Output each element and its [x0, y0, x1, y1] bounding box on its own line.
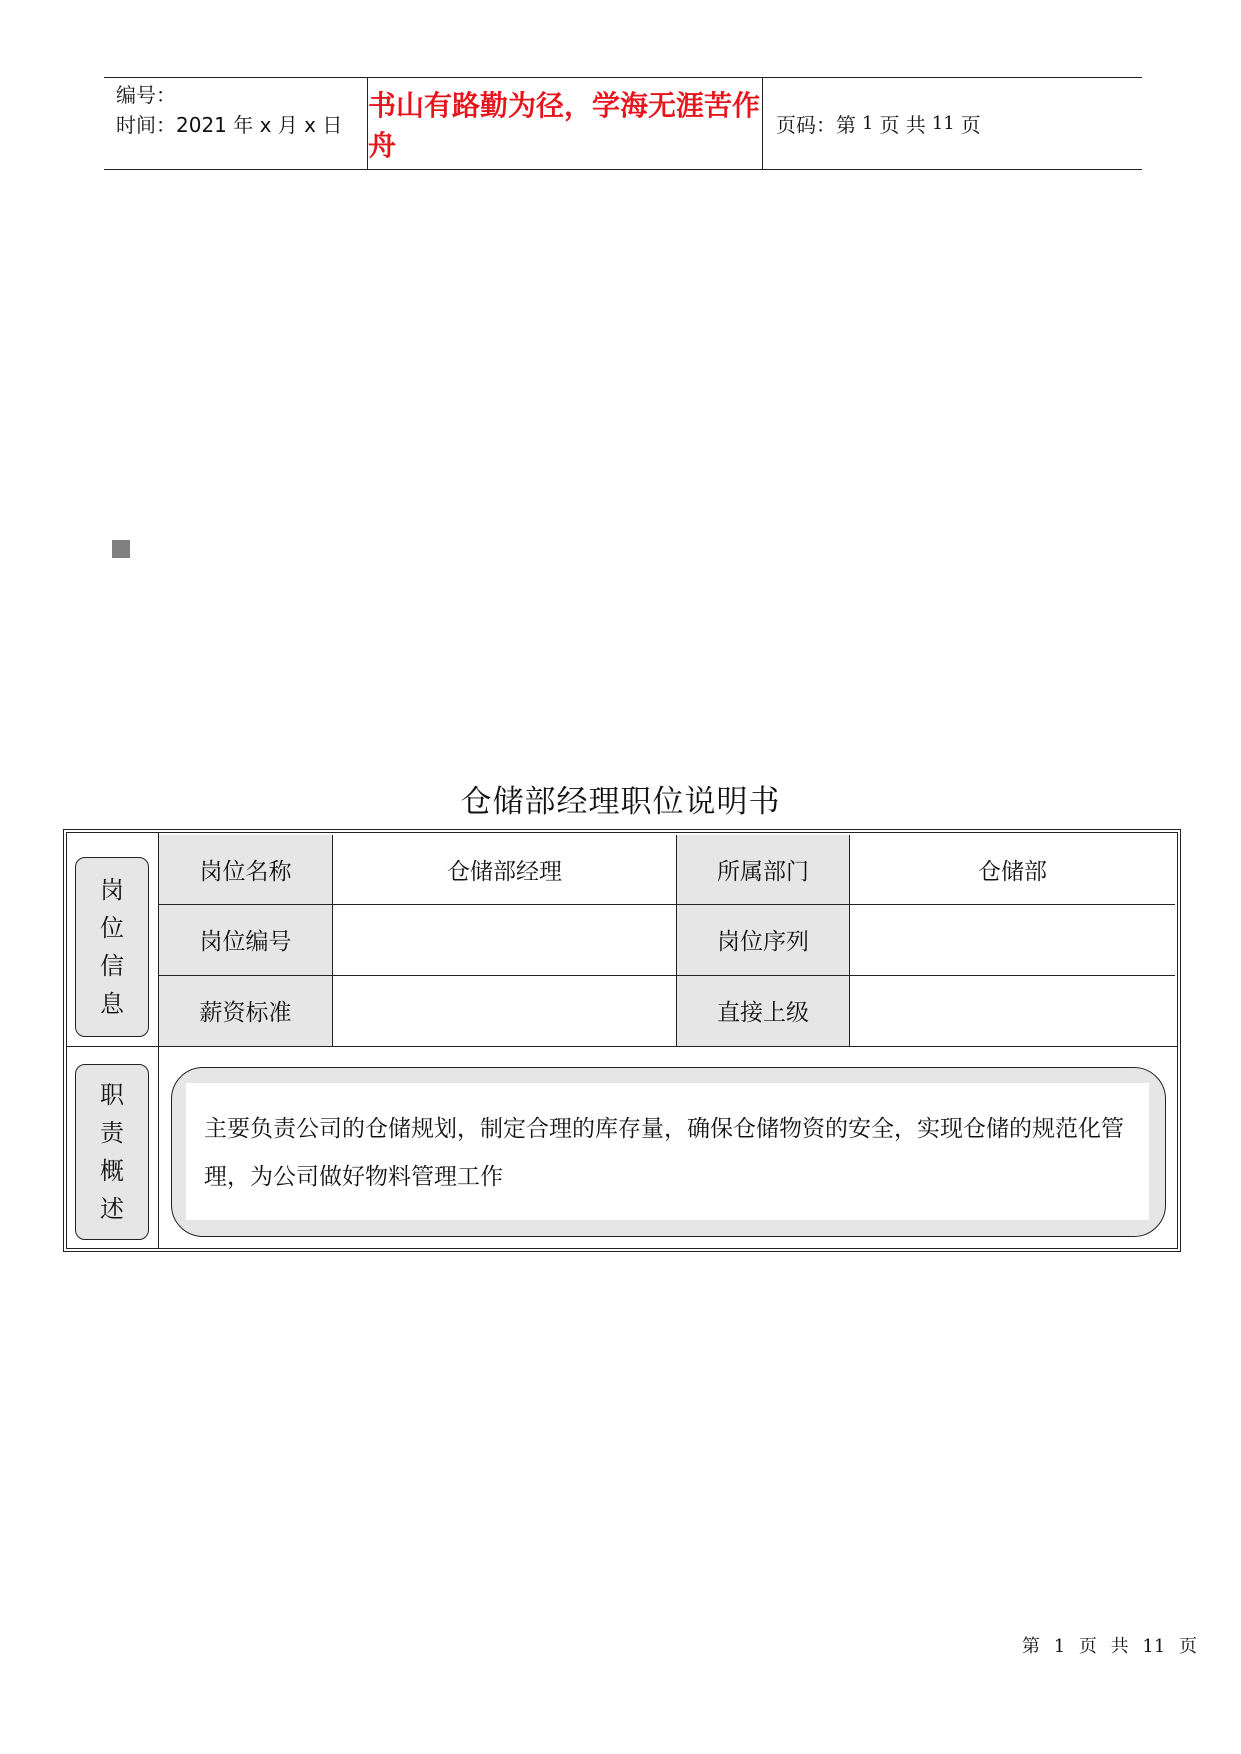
- section-label-char: 述: [100, 1195, 124, 1223]
- value-position-name: 仓储部经理: [333, 835, 677, 905]
- header-page-info: [764, 78, 1142, 169]
- header-page-current: 1: [862, 113, 874, 134]
- duty-summary-box: [171, 1067, 1166, 1237]
- page-footer: [1022, 1632, 1197, 1658]
- section-label-char: 概: [100, 1157, 124, 1185]
- job-description-form: [66, 832, 1178, 1249]
- label-direct-supervisor: 直接上级: [677, 976, 850, 1046]
- footer-page-mid: 页: [1078, 1636, 1097, 1657]
- value-department: 仓储部: [850, 835, 1175, 905]
- section-label-char: 信: [100, 952, 124, 980]
- section-label-char: 责: [100, 1119, 124, 1147]
- label-salary-standard: 薪资标准: [159, 976, 333, 1046]
- label-position-name: 岗位名称: [159, 835, 333, 905]
- section-label-position-info: [75, 857, 149, 1037]
- value-position-sequence: [850, 905, 1175, 975]
- section-label-char: 位: [100, 914, 124, 942]
- date-label: 时间：2021 年 x 月 x 日: [116, 113, 343, 137]
- header-page-end: 页: [960, 113, 981, 137]
- value-direct-supervisor: [850, 976, 1175, 1046]
- section-label-char: 职: [100, 1081, 124, 1109]
- footer-page-current: 1: [1053, 1636, 1066, 1657]
- section-divider: [67, 1046, 1177, 1047]
- header-page-mid: 页 共: [879, 113, 926, 137]
- label-department: 所属部门: [677, 835, 850, 905]
- section-label-char: 岗: [100, 876, 124, 904]
- page-header: [104, 77, 1142, 170]
- doc-number-label: 编号：: [116, 83, 176, 107]
- header-page-total: 11: [931, 113, 955, 134]
- value-position-number: [333, 905, 677, 975]
- footer-page-end: 页: [1179, 1636, 1198, 1657]
- footer-total-prefix: 共: [1110, 1636, 1129, 1657]
- label-position-number: 岗位编号: [159, 905, 333, 975]
- header-meta: [104, 78, 368, 169]
- footer-page-prefix: 第: [1022, 1636, 1040, 1657]
- section-label-char: 息: [100, 990, 124, 1018]
- header-page-label: 页码：第: [776, 113, 856, 137]
- position-info-table: [159, 835, 1175, 1046]
- document-title: 仓储部经理职位说明书: [460, 784, 781, 820]
- label-position-sequence: 岗位序列: [677, 905, 850, 975]
- footer-page-total: 11: [1142, 1636, 1166, 1657]
- gray-square-marker: [112, 540, 130, 558]
- header-motto: 书山有路勤为径，学海无涯苦作舟: [368, 78, 763, 169]
- value-salary-standard: [333, 976, 677, 1046]
- duty-summary-text: 主要负责公司的仓储规划，制定合理的库存量，确保仓储物资的安全，实现仓储的规范化管理，为公司做好物料管理工作: [186, 1083, 1149, 1220]
- section-label-duty-summary: [75, 1064, 149, 1240]
